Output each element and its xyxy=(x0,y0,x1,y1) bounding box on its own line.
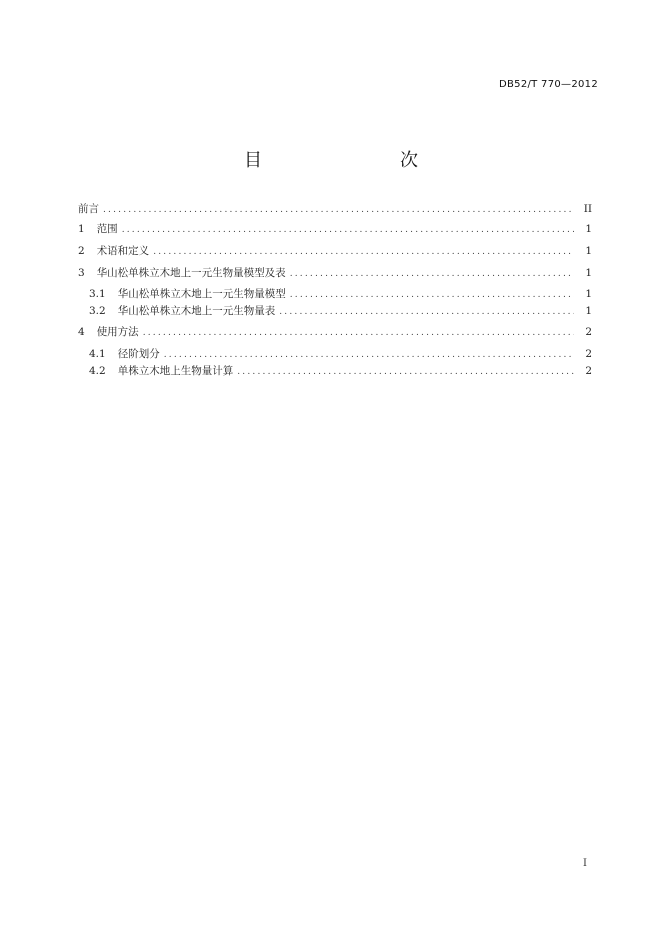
toc-entry-page: 1 xyxy=(585,288,592,300)
toc-leader-dots xyxy=(164,347,574,363)
toc-entry-page: 2 xyxy=(585,326,592,338)
toc-entry-text: 径阶划分 xyxy=(117,348,160,360)
toc-entry-text: 使用方法 xyxy=(96,326,139,338)
toc-entry-number: 2 xyxy=(78,245,85,257)
toc-entry-text: 单株立木地上生物量计算 xyxy=(117,365,234,377)
toc-leader-dots xyxy=(153,244,574,260)
toc-entry-page: 1 xyxy=(585,245,592,257)
toc-entry-page: 2 xyxy=(585,348,592,360)
toc-leader-dots xyxy=(122,222,574,238)
toc-entry-4-2[interactable] xyxy=(89,363,592,379)
toc-entry-3-1[interactable] xyxy=(89,286,592,302)
toc-leader-dots xyxy=(237,364,574,380)
toc-entry-number: 4 xyxy=(78,326,85,338)
toc-entry-number: 1 xyxy=(78,223,85,235)
toc-entry-text: 术语和定义 xyxy=(96,245,150,257)
toc-entry-page: 2 xyxy=(585,365,592,377)
toc-entry-text: 华山松单株立木地上一元生物量表 xyxy=(117,305,276,317)
standard-code: DB52/T 770—2012 xyxy=(499,79,598,90)
toc-entry-2[interactable] xyxy=(78,243,592,259)
toc-leader-dots xyxy=(290,287,574,303)
toc-leader-dots xyxy=(103,202,574,218)
toc-entry-number: 4.1 xyxy=(89,348,106,360)
toc-entry-text: 华山松单株立木地上一元生物量模型 xyxy=(117,288,286,300)
page-title: 目 次 xyxy=(244,150,452,171)
toc-leader-dots xyxy=(279,304,574,320)
toc-entry-3-2[interactable] xyxy=(89,303,592,319)
toc-entry-number: 4.2 xyxy=(89,365,106,377)
toc-entry-1[interactable] xyxy=(78,221,592,237)
toc-entry-number: 3.1 xyxy=(89,288,106,300)
toc-entry-3[interactable] xyxy=(78,265,592,281)
toc-leader-dots xyxy=(290,266,574,282)
toc-leader-dots xyxy=(143,325,574,341)
toc-entry-page: 1 xyxy=(585,223,592,235)
toc-entry-page: II xyxy=(583,203,592,215)
toc-entry-page: 1 xyxy=(585,305,592,317)
toc-entry-text: 华山松单株立木地上一元生物量模型及表 xyxy=(96,267,286,279)
toc-entry-4-1[interactable] xyxy=(89,346,592,362)
toc-entry-preface[interactable] xyxy=(78,201,592,217)
toc-entry-4[interactable] xyxy=(78,324,592,340)
page-number: I xyxy=(583,858,587,869)
toc-entry-text: 范围 xyxy=(96,223,118,235)
toc-entry-number: 3.2 xyxy=(89,305,106,317)
toc-entry-number: 3 xyxy=(78,267,85,279)
toc-entry-text: 前言 xyxy=(78,203,99,215)
toc-entry-page: 1 xyxy=(585,267,592,279)
